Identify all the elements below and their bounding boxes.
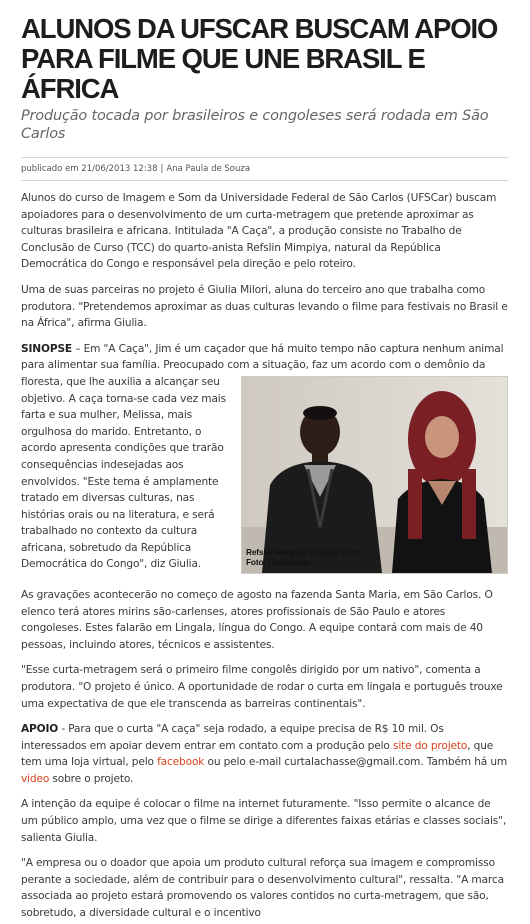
section-lead-apoio: APOIO (21, 723, 59, 736)
apoio-text-b: , que tem uma loja virtual, pelo (21, 739, 494, 769)
apoio-text-c: ou pelo e-mail curtalachasse@gmail.com. Também há um (204, 756, 508, 769)
article-subtitle: Produção tocada por brasileiros e congoleses será rodada em São Carlos (21, 108, 489, 142)
article-photo (241, 376, 508, 574)
video-link[interactable]: video (21, 772, 50, 785)
site-do-projeto-link[interactable]: site do projeto (392, 739, 468, 752)
sinopse-text: demônio da floresta, que lhe auxilia a alcançar seu objetivo. A caça torna-se cada vez mais farta e sua mulher, Melissa, mais orgulhosa do marido. Entretanto, o acordo apresenta condições que trarão consequências indesejadas aos envolvidos. "Este tema é amplamente tratado em diversas culturas, nas histórias orais ou na literatura, e será trabalhado no contexto da cultura africana, sobretudo da República Democrática do Congo", diz Giulia. (21, 359, 486, 571)
sinopse-wrap (21, 341, 508, 578)
photo-caption-names: Refslin Mimpiya e Giulia Milori (246, 546, 362, 557)
paragraph-partner: Uma de suas parceiras no projeto é Giulia Milori, aluna do terceiro ano que trabalha como produtora. "Pretendemos aproximar as duas culturas levando o filme para festivais no Brasil e na África", afirma Giulia. (21, 283, 508, 330)
facebook-link[interactable]: facebook (157, 756, 205, 769)
article-headline: ALUNOS DA UFSCAR BUSCAM APOIO PARA FILME QUE UNE BRASIL E ÁFRICA (21, 13, 498, 104)
paragraph-intro: Alunos do curso de Imagem e Som da Universidade Federal de São Carlos (UFSCar) buscam apoiadores para o desenvolvimento de um curta-metragem que pretende aproximar as culturas brasileira e africana. Intitulada "A Caça", a produção consiste no Trabalho de Conclusão de Curso (TCC) do quarto-anista Refslin Mimpiya, natural da República Democrática do Congo e responsável pela direção e pelo roteiro. (21, 192, 497, 271)
article-page (0, 14, 530, 924)
photo-caption (246, 547, 361, 567)
paragraph-apoio (21, 721, 508, 787)
meta-divider (21, 180, 508, 181)
paragraph-internet: A intenção da equipe é colocar o filme na internet futuramente. "Isso permite o alcance de um público amplo, uma vez que o filme se dirige a diferentes faixas etárias e classes sociais", salienta Giulia. (21, 798, 507, 844)
photo-image (242, 377, 507, 573)
paragraph-quote: "Esse curta-metragem será o primeiro filme congolês dirigido por um nativo", comenta a produtora. "O projeto é único. A oportunidade de rodar o curta em lingala e português trouxe uma expectativa de que ele transcenda as barreiras continentais". (21, 664, 503, 710)
article-meta (21, 157, 508, 175)
paragraph-sponsor: "A empresa ou o doador que apoia um produto cultural reforça sua imagem e compromisso perante a sociedade, além de contribuir para o desenvolvimento cultural", ressalta. "A marca associada ao projeto estará promovendo os valores contidos no curta-metragem, que são, sobretudo, a diversidade cultural e o incentivo (21, 857, 504, 920)
paragraph-filming: As gravações acontecerão no começo de agosto na fazenda Santa Maria, em São Carlos. O elenco terá atores mirins são-carlenses, atores profissionais de São Paulo e atores congoleses. Estes falarão em Lingala, língua do Congo. A equipe contará com mais de 40 pessoas, incluindo atores, técnicos e assistentes. (21, 588, 493, 651)
publish-date: publicado em 21/06/2013 12:38 (21, 164, 158, 174)
apoio-text-a: - Para que o curta "A caça" seja rodado, a equipe precisa de R$ 10 mil. Os interessados em apoiar devem entrar em contato com a produção pelo (21, 723, 444, 752)
author-name: Ana Paula de Souza (166, 164, 251, 174)
meta-separator: | (160, 164, 164, 174)
sinopse-text-part1: – Em "A Caça", Jim é um caçador que há muito tempo não captura nenhum animal para alimentar sua família. Preocupado com a situação, faz um acordo com o (21, 342, 504, 372)
photo-caption-credit: Foto: Divulgação (246, 556, 311, 567)
section-lead-sinopse: SINOPSE (21, 342, 73, 355)
apoio-text-d: sobre o projeto. (49, 772, 134, 785)
